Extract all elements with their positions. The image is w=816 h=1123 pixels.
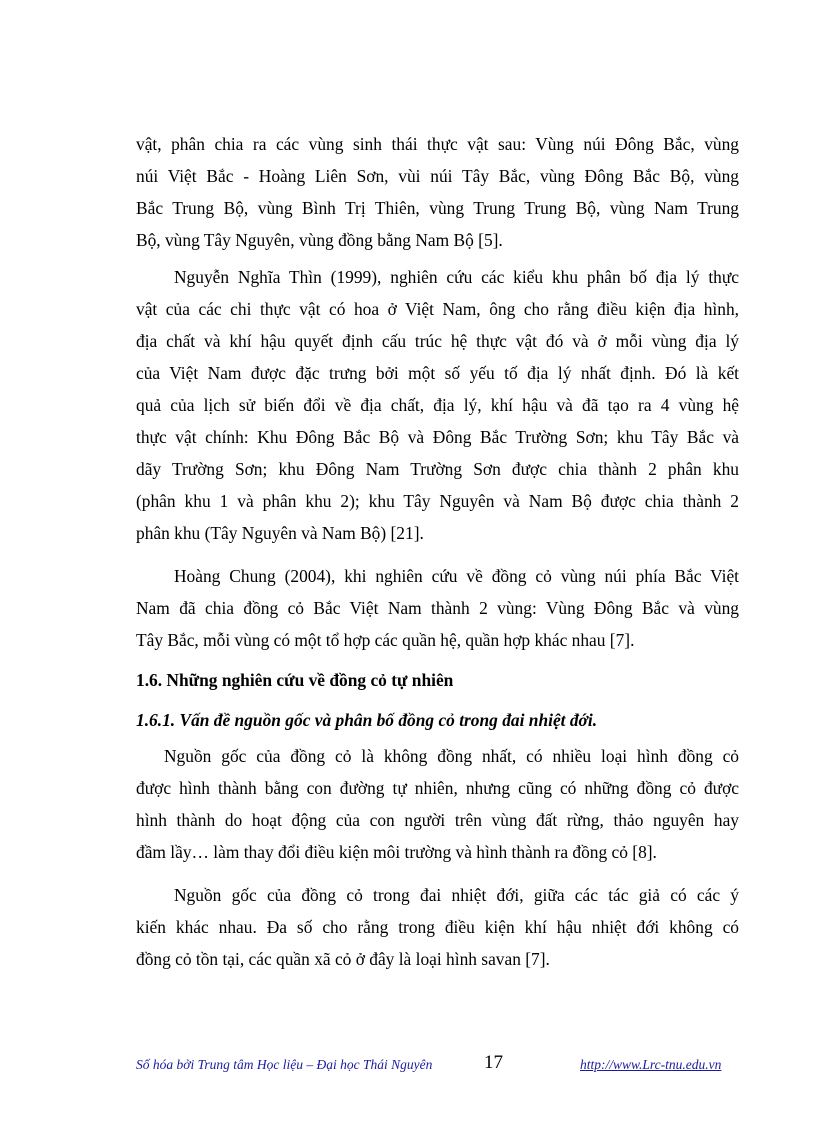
text-line: Nam đã chia đồng cỏ Bắc Việt Nam thành 2 vùng: Vùng Đông Bắc và vùng	[136, 598, 739, 618]
footer-link[interactable]: http://www.Lrc-tnu.edu.vn	[580, 1057, 722, 1072]
text-line: kiến khác nhau. Đa số cho rằng trong điều kiện khí hậu nhiệt đới không có	[136, 917, 739, 937]
text-line: Nguồn gốc của đồng cỏ trong đai nhiệt đới, giữa các tác giả có các ý	[174, 885, 739, 905]
text-line: núi Việt Bắc - Hoàng Liên Sơn, vùi núi Tây Bắc, vùng Đông Bắc Bộ, vùng	[136, 166, 739, 186]
text-line: được hình thành bằng con đường tự nhiên, nhưng cũng có những đồng cỏ được	[136, 778, 739, 798]
text-line: Bắc Trung Bộ, vùng Bình Trị Thiên, vùng Trung Trung Bộ, vùng Nam Trung	[136, 198, 739, 218]
text-line: (phân khu 1 và phân khu 2); khu Tây Nguyên và Nam Bộ được chia thành 2	[136, 491, 739, 511]
footer-credit: Số hóa bởi Trung tâm Học liệu – Đại học Thái Nguyên	[136, 1057, 433, 1072]
section-heading: 1.6. Những nghiên cứu về đồng cỏ tự nhiên	[136, 670, 454, 690]
text-line: Nguồn gốc của đồng cỏ là không đồng nhất, có nhiều loại hình đồng cỏ	[164, 746, 739, 766]
page-number: 17	[484, 1052, 503, 1073]
text-line: Hoàng Chung (2004), khi nghiên cứu về đồng cỏ vùng núi phía Bắc Việt	[174, 566, 739, 586]
text-line: đầm lầy… làm thay đổi điều kiện môi trường và hình thành ra đồng cỏ [8].	[136, 842, 657, 862]
text-line: hình thành do hoạt động của con người trên vùng đất rừng, thảo nguyên hay	[136, 810, 739, 830]
subsection-heading: 1.6.1. Vấn đề nguồn gốc và phân bố đồng cỏ trong đai nhiệt đới.	[136, 710, 598, 730]
text-line: thực vật chính: Khu Đông Bắc Bộ và Đông Bắc Trường Sơn; khu Tây Bắc và	[136, 427, 739, 447]
text-line: vật, phân chia ra các vùng sinh thái thực vật sau: Vùng núi Đông Bắc, vùng	[136, 134, 739, 154]
text-line: vật của các chi thực vật có hoa ở Việt Nam, ông cho rằng điều kiện địa hình,	[136, 299, 739, 319]
text-line: dãy Trường Sơn; khu Đông Nam Trường Sơn được chia thành 2 phân khu	[136, 459, 739, 479]
text-line: địa chất và khí hậu quyết định cấu trúc hệ thực vật đó và ở mỗi vùng địa lý	[136, 331, 739, 351]
text-line: Bộ, vùng Tây Nguyên, vùng đồng bằng Nam Bộ [5].	[136, 230, 503, 250]
text-line: Nguyễn Nghĩa Thìn (1999), nghiên cứu các kiểu khu phân bố địa lý thực	[174, 267, 739, 287]
text-line: phân khu (Tây Nguyên và Nam Bộ) [21].	[136, 523, 424, 543]
text-line: Tây Bắc, mỗi vùng có một tổ hợp các quần hệ, quần hợp khác nhau [7].	[136, 630, 635, 650]
text-line: quả của lịch sử biến đổi về địa chất, địa lý, khí hậu và đã tạo ra 4 vùng hệ	[136, 395, 739, 415]
text-line: đồng cỏ tồn tại, các quần xã cỏ ở đây là loại hình savan [7].	[136, 949, 550, 969]
text-line: của Việt Nam được đặc trưng bởi một số yếu tố địa lý nhất định. Đó là kết	[136, 363, 739, 383]
